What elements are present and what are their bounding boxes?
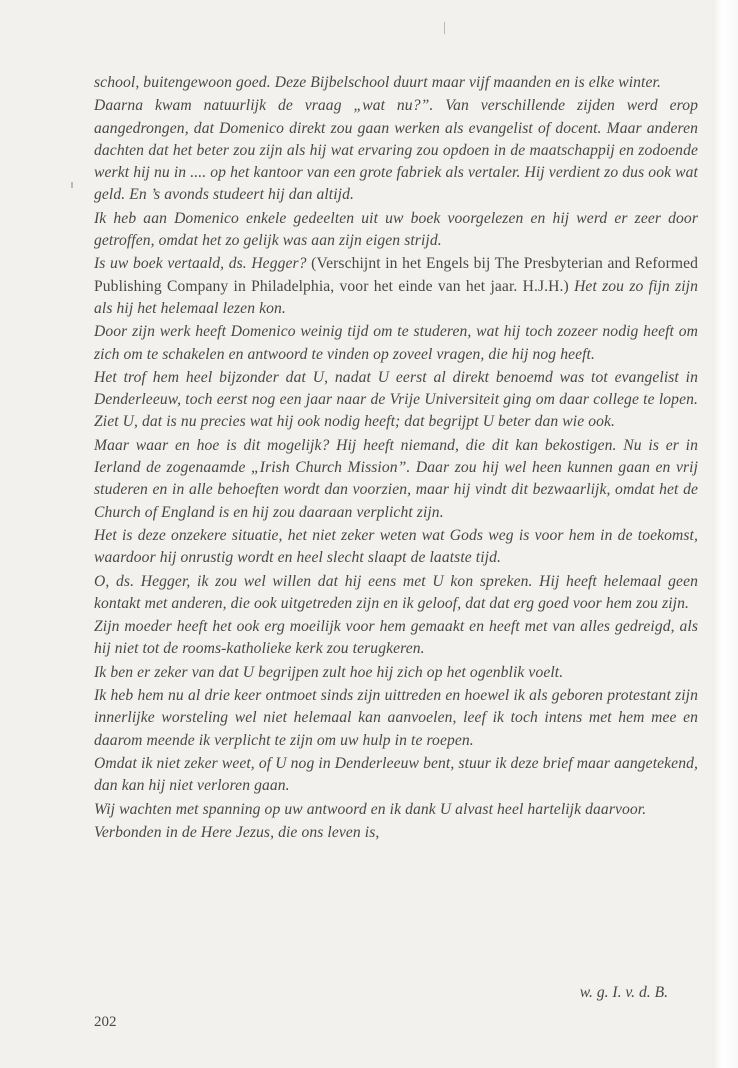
paragraph: Ik heb hem nu al drie keer ontmoet sinds zijn uittreden en hoewel ik als geboren protestant zijn innerlijke worsteling wel niet helemaal kan aanvoelen, leef ik toch intens met hem mee en daarom meende ik verplicht te zijn om uw hulp in te roepen. — [94, 687, 698, 749]
paragraph: Ik heb aan Domenico enkele gedeelten uit uw boek voorgelezen en hij werd er zeer door getroffen, omdat het zo gelijk was aan zijn eigen strijd. — [94, 209, 698, 250]
paragraph-with-editor-note — [94, 253, 698, 320]
paragraph: Zijn moeder heeft het ook erg moeilijk voor hem gemaakt en heeft met van alles gedreigd, als hij niet tot de rooms-katholieke kerk zou terugkeren. — [94, 618, 698, 658]
paragraph: Ik ben er zeker van dat U begrijpen zult hoe hij zich op het ogenblik voelt. — [94, 663, 564, 681]
paragraph: Het is deze onzekere situatie, het niet zeker weten wat Gods weg is voor hem in de toekomst, waardoor hij onrustig wordt en heel slecht slaapt de laatste tijd. — [94, 526, 698, 567]
margin-mark — [71, 182, 73, 188]
paragraph: Het trof hem heel bijzonder dat U, nadat U eerst al direkt benoemd was tot evangelist in Denderleeuw, toch eerst nog een jaar naar de Vrije Universiteit ging om daar college te lopen. Ziet U, dat is nu precies wat hij ook nodig heeft; dat begrijpt U beter dan wie ook. — [94, 368, 698, 431]
page-edge — [712, 0, 738, 1068]
signature: w. g. I. v. d. B. — [579, 984, 668, 1001]
question-text-continued: Het zou zo fijn zijn als hij het helemaal lezen kon. — [94, 277, 698, 317]
crease-mark — [444, 22, 445, 34]
paragraph: school, buitengewoon goed. Deze Bijbelschool duurt maar vijf maanden en is elke winter. — [94, 74, 661, 91]
paragraph: Door zijn werk heeft Domenico weinig tijd om te studeren, wat hij toch zozeer nodig heeft om zich om te schakelen en antwoord te vinden op zoveel vragen, die hij nog heeft. — [94, 323, 698, 363]
paragraph: O, ds. Hegger, ik zou wel willen dat hij eens met U kon spreken. Hij heeft helemaal geen kontakt met anderen, die ook uitgetreden zijn en ik geloof, dat dat erg goed voor hem zou zijn. — [94, 572, 698, 612]
editor-note: (Verschijnt in het Engels bij The Presbyterian and Reformed Publishing Company in Philadelphia, voor het einde van het jaar. H.J.H.) — [94, 255, 699, 295]
page-number: 202 — [94, 1014, 117, 1030]
letter-body — [94, 72, 698, 845]
question-text: Is uw boek vertaald, ds. Hegger? — [94, 255, 307, 273]
closing-line: Verbonden in de Here Jezus, die ons leven is, — [94, 823, 380, 841]
paragraph: Daarna kwam natuurlijk de vraag „wat nu?”. Van verschillende zijden werd erop aangedrongen, dat Domenico direkt zou gaan werken als evangelist of docent. Maar anderen dachten dat het beter zou zijn als hij wat ervaring zou opdoen in de maatschappij en zodoende werkt hij nu in .... op het kantoor van een grote fabriek als vertaler. Hij verdient zo dus ook wat geld. En ’s avonds studeert hij dan altijd. — [94, 97, 698, 204]
paragraph: Omdat ik niet zeker weet, of U nog in Denderleeuw bent, stuur ik deze brief maar aangetekend, dan kan hij niet verloren gaan. — [94, 754, 698, 795]
paragraph: Maar waar en hoe is dit mogelijk? Hij heeft niemand, die dit kan bekostigen. Nu is er in Ierland de zogenaamde „Irish Church Mission”. Daar zou hij wel heen kunnen gaan en vrij studeren en in alle behoeften wordt dan voorzien, maar hij vindt dit bezwaarlijk, omdat het de Church of England is en hij zou daaraan verplicht zijn. — [94, 436, 698, 521]
paragraph: Wij wachten met spanning op uw antwoord en ik dank U alvast heel hartelijk daarvoor. — [94, 800, 647, 818]
